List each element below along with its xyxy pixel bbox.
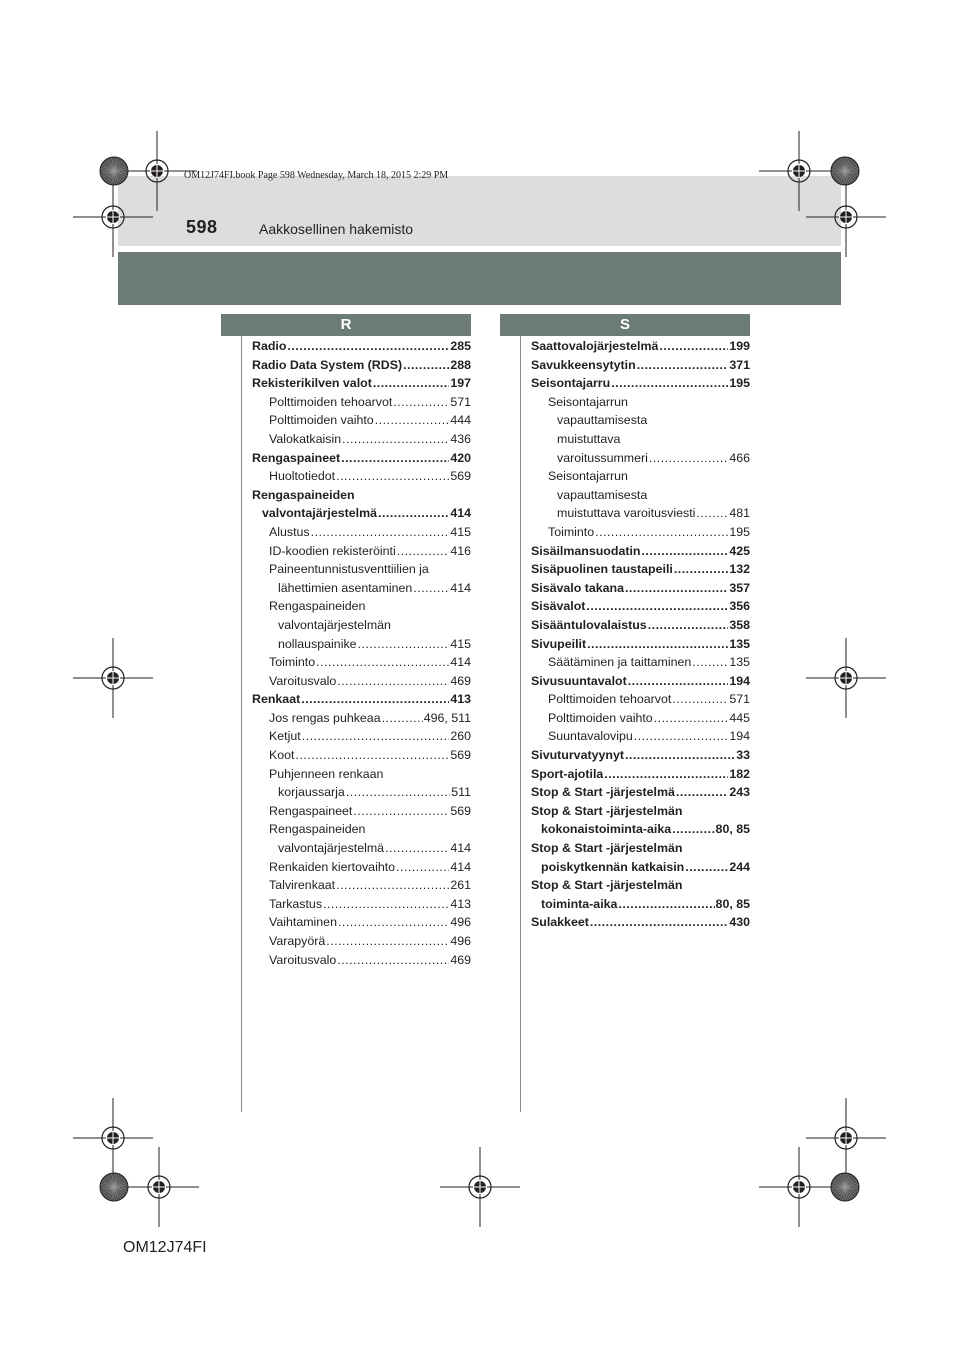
- index-entry-line: Rengaspaineiden: [252, 487, 355, 502]
- leader-dots: [672, 690, 728, 709]
- index-entry: [531, 895, 750, 914]
- index-entry-term: ID-koodien rekisteröinti: [269, 543, 396, 558]
- leader-dots: [358, 635, 450, 654]
- leader-dots: [649, 449, 728, 468]
- index-entry-page: 571: [729, 692, 750, 707]
- index-entry-term: Vaihtaminen: [269, 915, 337, 930]
- index-entry: [252, 337, 471, 356]
- index-column-s: [531, 337, 750, 932]
- leader-dots: [375, 411, 450, 430]
- index-entry-line: Seisontajarrun: [548, 469, 628, 484]
- index-entry: [531, 765, 750, 784]
- index-entry: [252, 951, 471, 970]
- crosshair-mark-left-middle: [73, 638, 153, 718]
- index-entry-term: Sisääntulovalaistus: [531, 617, 647, 632]
- leader-dots: [604, 765, 728, 784]
- index-entry-term: Polttimoiden tehoarvot: [548, 692, 672, 707]
- starburst-mark-top-right: [829, 155, 861, 187]
- leader-dots: [625, 746, 735, 765]
- leader-dots: [637, 356, 729, 375]
- leader-dots: [326, 932, 449, 951]
- index-entry: [531, 913, 750, 932]
- starburst-mark-bottom-right: [829, 1171, 861, 1203]
- leader-dots: [287, 337, 449, 356]
- index-entry-term: korjaussarja: [278, 785, 345, 800]
- index-entry: [531, 560, 750, 579]
- index-entry: [252, 523, 471, 542]
- index-entry-term: Alustus: [269, 524, 310, 539]
- index-entry-page: 414: [450, 655, 471, 670]
- index-entry: [252, 690, 471, 709]
- index-entry: [531, 356, 750, 375]
- index-entry-line: muistuttava: [557, 431, 621, 446]
- index-entry-page: 80, 85: [715, 896, 750, 911]
- index-entry: [252, 430, 471, 449]
- index-entry-term: Rekisterikilven valot: [252, 376, 372, 391]
- index-entry: [531, 337, 750, 356]
- index-entry: [252, 858, 471, 877]
- index-entry-page: 261: [450, 878, 471, 893]
- index-column-r: [252, 337, 471, 969]
- leader-dots: [648, 616, 729, 635]
- index-entry: [252, 393, 471, 412]
- index-entry-page: 436: [450, 431, 471, 446]
- index-entry-page: 571: [450, 394, 471, 409]
- leader-dots: [413, 579, 449, 598]
- index-entry-page: 33: [736, 748, 750, 763]
- leader-dots: [397, 542, 450, 561]
- index-entry-term: Tarkastus: [269, 896, 323, 911]
- index-entry-page: 414: [450, 580, 471, 595]
- index-entry-page: 414: [450, 506, 471, 521]
- index-entry: [531, 374, 750, 393]
- left-column-rule: [241, 314, 242, 1112]
- index-entry-page: 496, 511: [423, 710, 471, 725]
- leader-dots: [337, 951, 449, 970]
- leader-dots: [342, 430, 449, 449]
- index-entry: [252, 504, 471, 523]
- letter-tab-s: S: [500, 314, 750, 336]
- index-entry-term: nollauspainike: [278, 636, 357, 651]
- leader-dots: [346, 783, 450, 802]
- leader-dots: [341, 449, 449, 468]
- index-entry-page: 285: [450, 339, 471, 353]
- leader-dots: [302, 727, 450, 746]
- index-entry-term: poiskytkennän katkaisin: [541, 859, 685, 874]
- middle-column-rule: [520, 314, 521, 1112]
- index-entry-line: Stop & Start -järjestelmän: [531, 841, 683, 856]
- index-entry: [252, 746, 471, 765]
- index-entry: [252, 709, 471, 728]
- index-entry-term: Varoitusvalo: [269, 673, 337, 688]
- index-entry-page: 260: [450, 729, 471, 744]
- leader-dots: [393, 393, 449, 412]
- leader-dots: [338, 913, 449, 932]
- index-entry-term: Sisäilmansuodatin: [531, 543, 641, 558]
- index-entry-term: Valokatkaisin: [269, 431, 342, 446]
- crosshair-mark-bottom-center: [440, 1147, 520, 1227]
- index-entry: [252, 839, 471, 858]
- index-entry-line: Puhjenneen renkaan: [269, 766, 384, 781]
- starburst-mark-bottom-left: [98, 1171, 130, 1203]
- index-entry-term: Sivusuuntavalot: [531, 673, 627, 688]
- index-entry-page: 132: [729, 562, 750, 577]
- index-entry-page: 569: [450, 469, 471, 484]
- index-entry: [252, 672, 471, 691]
- index-entry: [252, 913, 471, 932]
- index-entry: [252, 411, 471, 430]
- index-entry-term: Säätäminen ja taittaminen: [548, 655, 692, 670]
- index-entry-line: Paineentunnistusventtiilien ja: [269, 562, 429, 577]
- leader-dots: [590, 913, 728, 932]
- leader-dots: [382, 709, 423, 728]
- index-entry-term: Varoitusvalo: [269, 952, 337, 967]
- index-entry: [531, 597, 750, 616]
- index-entry-line: Rengaspaineiden: [269, 822, 366, 837]
- leader-dots: [373, 374, 449, 393]
- index-entry-page: 135: [729, 636, 750, 651]
- index-entry-term: Ketjut: [269, 729, 301, 744]
- index-entry-page: 415: [450, 524, 471, 539]
- index-entry: [531, 690, 750, 709]
- index-entry-page: 135: [729, 655, 750, 670]
- crosshair-mark-bottom-right: [759, 1147, 839, 1227]
- index-entry-term: Rengaspaineet: [269, 803, 353, 818]
- index-entry-term: Jos rengas puhkeaa: [269, 710, 381, 725]
- header-band: [118, 176, 841, 246]
- leader-dots: [628, 672, 729, 691]
- leader-dots: [301, 690, 449, 709]
- leader-dots: [587, 635, 728, 654]
- index-entry: [531, 783, 750, 802]
- index-entry: [531, 727, 750, 746]
- index-entry-term: Sport-ajotila: [531, 766, 604, 781]
- leader-dots: [641, 542, 728, 561]
- index-entry-term: Sivupeilit: [531, 636, 587, 651]
- index-entry-term: valvontajärjestelmä: [278, 841, 385, 856]
- index-entry-term: Rengaspaineet: [252, 450, 341, 465]
- index-entry-line: Stop & Start -järjestelmän: [531, 878, 683, 893]
- index-entry-page: 414: [450, 859, 471, 874]
- index-entry-term: Radio: [252, 339, 287, 353]
- index-entry-page: 288: [450, 357, 471, 372]
- index-entry-page: 182: [729, 766, 750, 781]
- index-entry: [531, 449, 750, 468]
- index-entry-line: Seisontajarrun: [548, 394, 628, 409]
- index-entry-term: kokonaistoiminta-aika: [541, 822, 672, 837]
- leader-dots: [618, 895, 714, 914]
- index-entry: [531, 709, 750, 728]
- index-entry-page: 569: [450, 803, 471, 818]
- index-entry-page: 357: [729, 580, 750, 595]
- index-entry-term: Polttimoiden tehoarvot: [269, 394, 393, 409]
- index-entry: [531, 542, 750, 561]
- index-entry: [252, 653, 471, 672]
- index-entry-page: 569: [450, 748, 471, 763]
- index-entry-term: Stop & Start -järjestelmä: [531, 785, 675, 800]
- leader-dots: [674, 560, 728, 579]
- index-entry-page: 416: [450, 543, 471, 558]
- index-entry: [252, 449, 471, 468]
- index-entry: [531, 579, 750, 598]
- index-entry: [531, 672, 750, 691]
- leader-dots: [654, 709, 729, 728]
- header-dark-band: [118, 252, 841, 305]
- index-entry-page: 413: [450, 896, 471, 911]
- leader-dots: [396, 858, 449, 877]
- leader-dots: [625, 579, 728, 598]
- index-entry-page: 195: [729, 524, 750, 539]
- index-entry-page: 444: [450, 413, 471, 428]
- index-entry: [252, 356, 471, 375]
- crosshair-mark-right-upper: [806, 177, 886, 257]
- crosshair-mark-bottom-left: [119, 1147, 199, 1227]
- index-entry: [252, 727, 471, 746]
- index-entry: [531, 616, 750, 635]
- index-entry-page: 194: [729, 729, 750, 744]
- leader-dots: [316, 653, 449, 672]
- index-entry-term: toiminta-aika: [541, 896, 618, 911]
- index-entry-line: vapauttamisesta: [557, 413, 648, 428]
- index-entry-page: 430: [729, 915, 750, 930]
- index-entry: [252, 467, 471, 486]
- index-entry-page: 197: [450, 376, 471, 391]
- index-entry-term: Sivuturvatyynyt: [531, 748, 624, 763]
- leader-dots: [323, 895, 449, 914]
- leader-dots: [353, 802, 449, 821]
- index-entry-term: Radio Data System (RDS): [252, 357, 403, 372]
- starburst-mark-top-left: [98, 155, 130, 187]
- index-entry-term: Seisontajarru: [531, 376, 611, 391]
- index-entry-page: 496: [450, 915, 471, 930]
- index-entry-term: Sulakkeet: [531, 915, 589, 930]
- crosshair-mark-left-upper: [73, 177, 153, 257]
- index-entry-page: 371: [729, 357, 750, 372]
- index-entry-term: Koot: [269, 748, 295, 763]
- index-entry-page: 414: [450, 841, 471, 856]
- index-entry-term: Polttimoiden vaihto: [548, 710, 653, 725]
- leader-dots: [311, 523, 450, 542]
- index-entry-page: 415: [450, 636, 471, 651]
- index-entry: [531, 523, 750, 542]
- index-entry-page: 496: [450, 934, 471, 948]
- index-entry: [252, 374, 471, 393]
- index-entry-line: vapauttamisesta: [557, 487, 648, 502]
- letter-tab-r: R: [221, 314, 471, 336]
- index-entry-line: valvontajärjestelmän: [278, 617, 391, 632]
- page-number: 598: [186, 217, 218, 237]
- index-entry-term: Saattovalojärjestelmä: [531, 339, 659, 353]
- index-entry-term: Toiminto: [548, 524, 595, 539]
- leader-dots: [634, 727, 729, 746]
- leader-dots: [672, 820, 714, 839]
- leader-dots: [337, 672, 449, 691]
- index-entry: [252, 802, 471, 821]
- leader-dots: [595, 523, 728, 542]
- index-entry: [531, 504, 750, 523]
- index-entry-term: Savukkeensytytin: [531, 357, 636, 372]
- index-entry-page: 244: [729, 859, 750, 874]
- index-entry-term: Renkaat: [252, 692, 301, 707]
- index-entry-page: 80, 85: [715, 822, 750, 837]
- index-entry: [252, 783, 471, 802]
- index-entry: [531, 746, 750, 765]
- index-entry: [252, 635, 471, 654]
- index-entry-term: valvontajärjestelmä: [262, 506, 378, 521]
- index-entry-page: 445: [729, 710, 750, 725]
- leader-dots: [586, 597, 728, 616]
- leader-dots: [296, 746, 450, 765]
- index-entry-page: 358: [729, 617, 750, 632]
- leader-dots: [403, 356, 449, 375]
- index-entry-page: 420: [450, 450, 471, 465]
- index-entry-page: 195: [729, 376, 750, 391]
- index-entry-term: Renkaiden kiertovaihto: [269, 859, 396, 874]
- section-title: Aakkosellinen hakemisto: [259, 221, 414, 237]
- index-entry-page: 243: [729, 785, 750, 800]
- index-entry: [531, 858, 750, 877]
- index-entry: [252, 895, 471, 914]
- crosshair-mark-right-middle: [806, 638, 886, 718]
- index-entry-term: Talvirenkaat: [269, 878, 336, 893]
- index-entry-term: Varapyörä: [269, 934, 326, 948]
- index-entry: [252, 542, 471, 561]
- index-entry-page: 469: [450, 673, 471, 688]
- index-entry-page: 466: [729, 450, 750, 465]
- index-entry-term: Sisävalot: [531, 599, 586, 614]
- index-entry-page: 194: [729, 673, 750, 688]
- leader-dots: [336, 467, 449, 486]
- index-entry-page: 425: [729, 543, 750, 558]
- index-entry-line: Stop & Start -järjestelmän: [531, 803, 683, 818]
- index-entry-page: 481: [729, 506, 750, 521]
- index-entry-page: 469: [450, 952, 471, 967]
- index-entry: [531, 820, 750, 839]
- index-entry: [531, 653, 750, 672]
- index-entry-term: Huoltotiedot: [269, 469, 336, 484]
- index-entry-term: Sisävalo takana: [531, 580, 624, 595]
- leader-dots: [696, 504, 728, 523]
- leader-dots: [336, 876, 449, 895]
- index-entry: [531, 635, 750, 654]
- index-entry-term: muistuttava varoitusviesti: [557, 506, 696, 521]
- index-entry-term: lähettimien asentaminen: [278, 580, 413, 595]
- index-entry-page: 511: [451, 785, 471, 800]
- index-entry-page: 413: [450, 692, 471, 707]
- index-entry-term: Sisäpuolinen taustapeili: [531, 562, 673, 577]
- leader-dots: [676, 783, 728, 802]
- index-entry-term: Polttimoiden vaihto: [269, 413, 374, 428]
- leader-dots: [659, 337, 728, 356]
- leader-dots: [692, 653, 728, 672]
- index-entry-term: varoitussummeri: [557, 450, 648, 465]
- index-entry-term: Suuntavalovipu: [548, 729, 633, 744]
- leader-dots: [611, 374, 728, 393]
- index-entry-line: Rengaspaineiden: [269, 599, 366, 614]
- index-entry-term: Toiminto: [269, 655, 316, 670]
- leader-dots: [685, 858, 728, 877]
- index-entry: [252, 932, 471, 951]
- leader-dots: [378, 504, 449, 523]
- index-entry-page: 356: [729, 599, 750, 614]
- index-entry-page: 199: [729, 339, 750, 353]
- index-entry: [252, 579, 471, 598]
- footer-code: OM12J74FI: [123, 1239, 207, 1256]
- book-stamp: OM12J74FI.book Page 598 Wednesday, March 18, 2015 2:29 PM: [184, 170, 449, 181]
- leader-dots: [385, 839, 449, 858]
- index-entry: [252, 876, 471, 895]
